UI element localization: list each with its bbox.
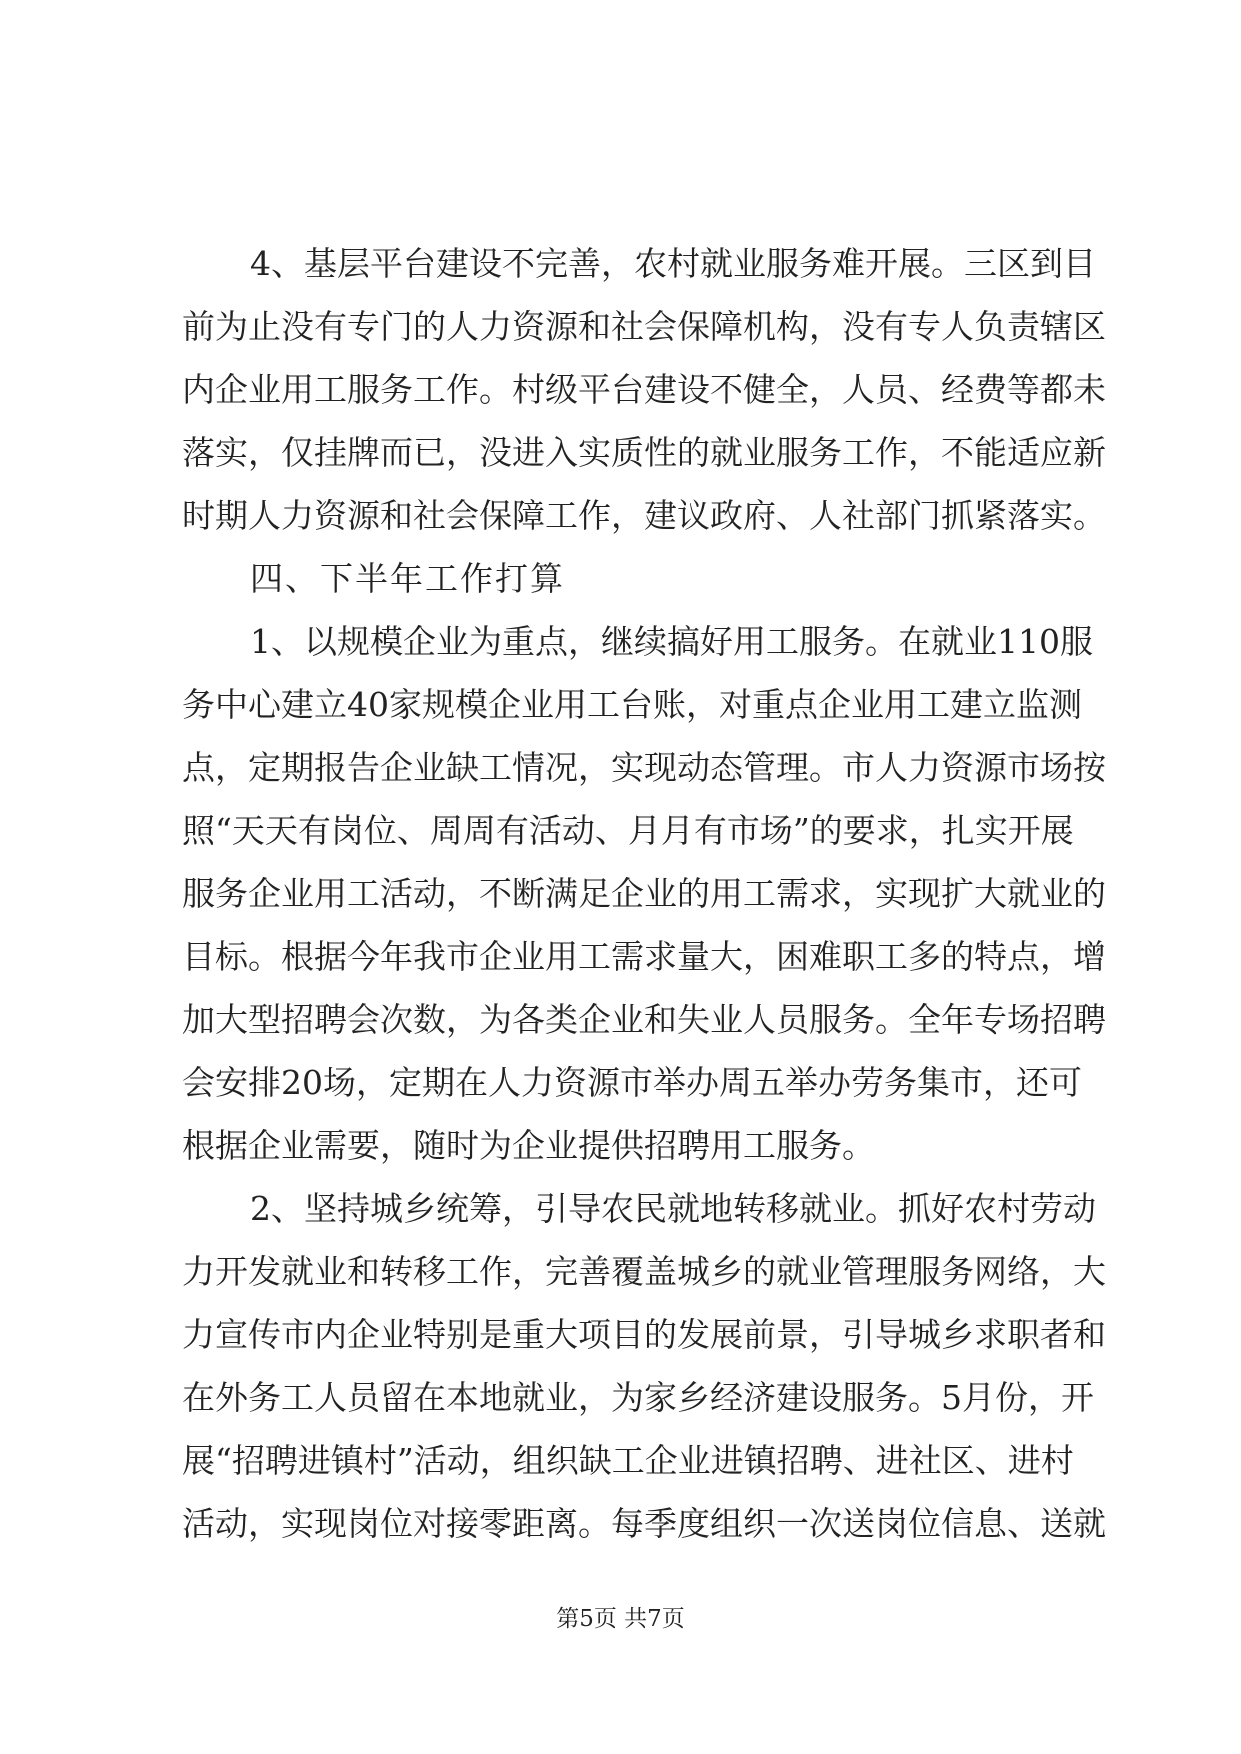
text-line: 目标。根据今年我市企业用工需求量大，困难职工多的特点，增 bbox=[182, 937, 1106, 976]
text-line: 在外务工人员留在本地就业，为家乡经济建设服务。5月份，开 bbox=[182, 1378, 1094, 1417]
text-line: 1、以规模企业为重点，继续搞好用工服务。在就业110服 bbox=[250, 622, 1093, 661]
text-line: 会安排20场，定期在人力资源市举办周五举办劳务集市，还可 bbox=[182, 1063, 1082, 1102]
text-line: 展“招聘进镇村”活动，组织缺工企业进镇招聘、进社区、进村 bbox=[182, 1441, 1074, 1480]
text-line: 前为止没有专门的人力资源和社会保障机构，没有专人负责辖区 bbox=[182, 307, 1106, 346]
text-line: 力开发就业和转移工作，完善覆盖城乡的就业管理服务网络，大 bbox=[182, 1252, 1106, 1291]
text-line: 力宣传市内企业特别是重大项目的发展前景，引导城乡求职者和 bbox=[182, 1315, 1106, 1354]
text-line: 照“天天有岗位、周周有活动、月月有市场”的要求，扎实开展 bbox=[182, 811, 1074, 850]
text-line: 点，定期报告企业缺工情况，实现动态管理。市人力资源市场按 bbox=[182, 748, 1106, 787]
text-line: 时期人力资源和社会保障工作，建议政府、人社部门抓紧落实。 bbox=[182, 496, 1106, 535]
page-footer: 第5页 共7页 bbox=[556, 1606, 685, 1632]
text-line: 服务企业用工活动，不断满足企业的用工需求，实现扩大就业的 bbox=[182, 874, 1106, 913]
text-line: 落实，仅挂牌而已，没进入实质性的就业服务工作，不能适应新 bbox=[182, 433, 1106, 472]
document-body bbox=[182, 232, 1106, 1555]
section-heading: 四、下半年工作打算 bbox=[250, 559, 565, 598]
text-line: 务中心建立40家规模企业用工台账，对重点企业用工建立监测 bbox=[182, 685, 1082, 724]
text-line: 加大型招聘会次数，为各类企业和失业人员服务。全年专场招聘 bbox=[182, 1000, 1106, 1039]
text-line: 2、坚持城乡统筹，引导农民就地转移就业。抓好农村劳动 bbox=[250, 1189, 1096, 1228]
text-line: 内企业用工服务工作。村级平台建设不健全，人员、经费等都未 bbox=[182, 370, 1106, 409]
text-line: 活动，实现岗位对接零距离。每季度组织一次送岗位信息、送就 bbox=[182, 1504, 1106, 1543]
text-line: 根据企业需要，随时为企业提供招聘用工服务。 bbox=[182, 1126, 875, 1165]
text-line: 4、基层平台建设不完善，农村就业服务难开展。三区到目 bbox=[250, 244, 1096, 283]
